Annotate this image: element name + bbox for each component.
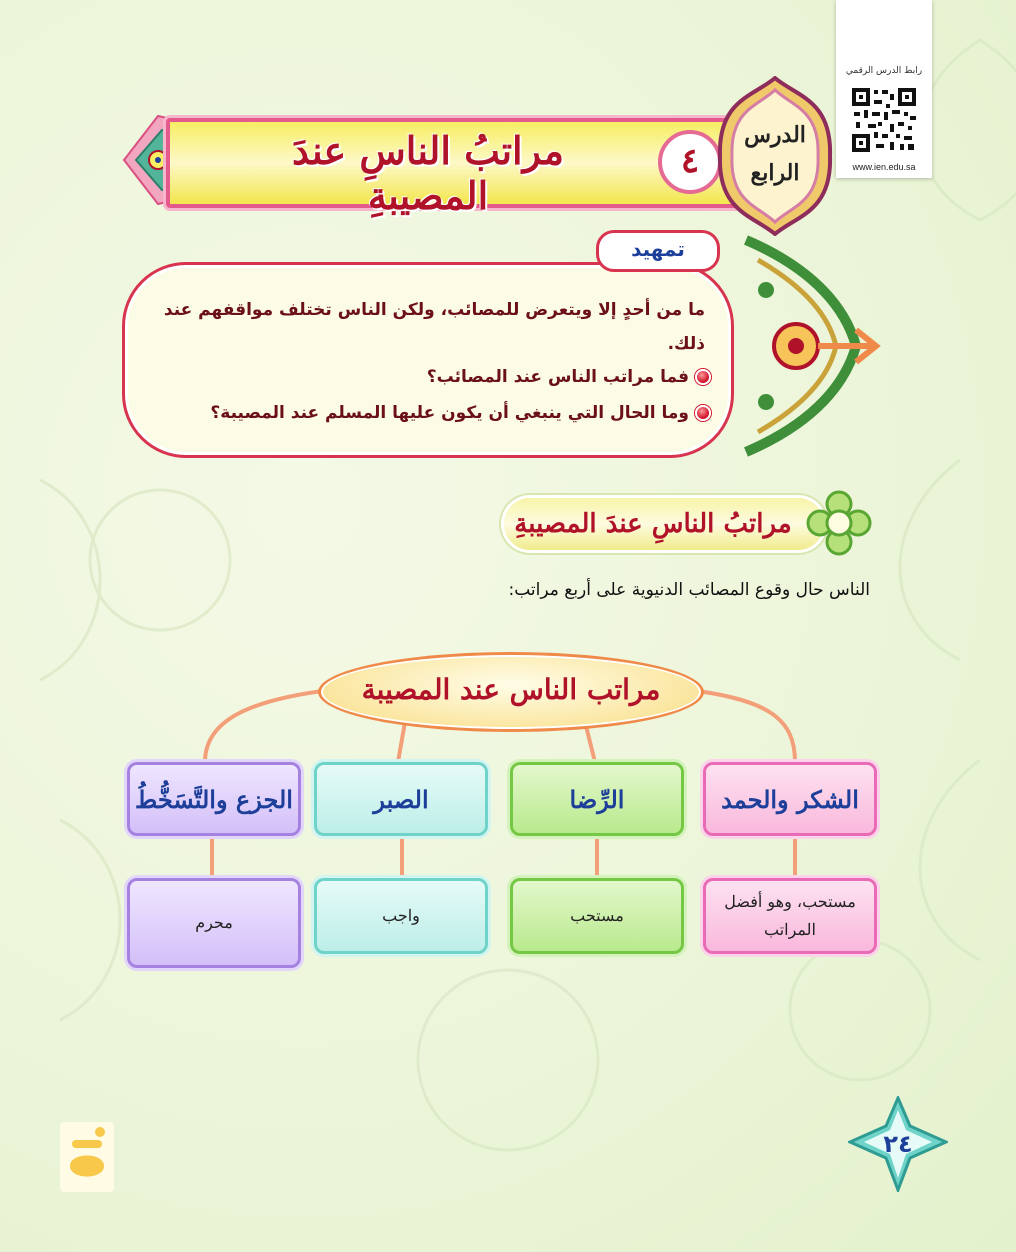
level-2-ruling: مستحب [510, 878, 684, 954]
section-heading-text: مراتبُ الناسِ عندَ المصيبةِ [514, 509, 792, 539]
level-4-ruling: محرم [127, 878, 301, 968]
publisher-logo-icon [60, 1122, 114, 1192]
intro-paragraph: ما من أحدٍ إلا ويتعرض للمصائب، ولكن الناس تختلف مواقفهم عند ذلك. [163, 300, 705, 354]
badge-line1: الدرس [744, 122, 806, 148]
diagram-root [318, 652, 704, 732]
qr-label: رابط الدرس الرقمي [845, 66, 923, 76]
level-1-ruling: مستحب، وهو أفضل المراتب [703, 878, 877, 954]
publisher-logo [60, 1122, 114, 1192]
lesson-title: مراتبُ الناسِ عندَ المصيبةِ [292, 128, 564, 218]
level-3-ruling: واجب [314, 878, 488, 954]
question-text: فما مراتب الناس عند المصائب؟ [426, 367, 689, 387]
diagram-root-label: مراتب الناس عند المصيبة [361, 673, 661, 706]
level-1-box: الشكر والحمد [703, 762, 877, 836]
level-3-box: الصبر [314, 762, 488, 836]
question-text: وما الحال التي ينبغي أن يكون عليها المسلم عند المصيبة؟ [210, 403, 689, 423]
qr-url[interactable]: www.ien.edu.sa [852, 162, 916, 172]
page-number-badge [848, 1096, 948, 1192]
connector-root-left [205, 690, 330, 762]
connector-root-mid-left [398, 722, 405, 762]
intro-tag-label: تمهيد [631, 237, 685, 261]
level-2-box: الرِّضا [510, 762, 684, 836]
connector-root-right [690, 690, 795, 762]
level-4-box: الجزع والتَّسَخُّطُ [127, 762, 301, 836]
badge-line2: الرابع [750, 160, 800, 186]
section-intro-line: الناس حال وقوع المصائب الدنيوية على أربع مراتب: [508, 580, 870, 600]
page-number: ٢٤ [883, 1130, 913, 1158]
lesson-number: ٤ [658, 130, 722, 194]
